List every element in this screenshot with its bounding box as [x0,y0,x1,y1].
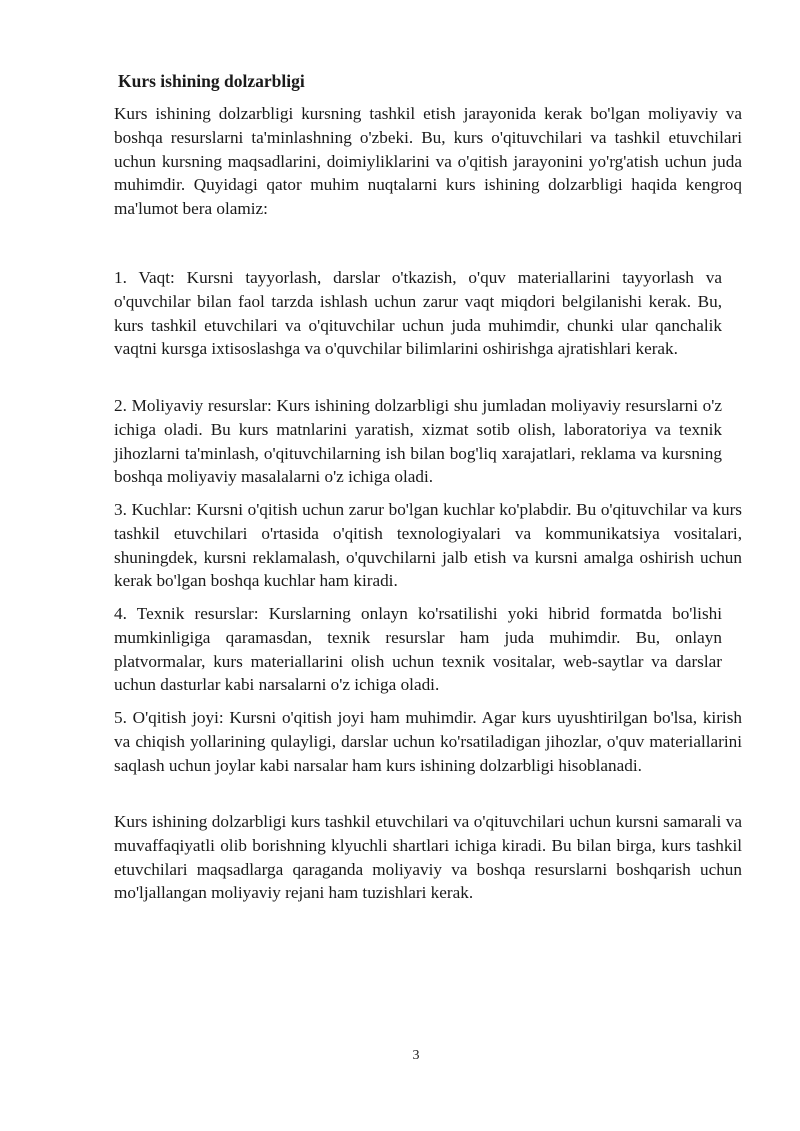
intro-paragraph: Kurs ishining dolzarbligi kursning tashkil etish jarayonida kerak bo'lgan moliyaviy va boshqa resurslarni ta'minlashning o'zbeki. Bu, kurs o'qituvchilari va tashkil etuvchilari uchun kursning maqsadlarini, doimiyliklarini va o'qitish jarayonini yo'rg'atish uchun juda muhimdir. Quyidagi qator muhim nuqtalarni kurs ishining dolzarbligi haqida kengroq ma'lumot bera olamiz: [114,104,742,219]
list-item-teaching-place: 5. O'qitish joyi: Kursni o'qitish joyi ham muhimdir. Agar kurs uyushtirilgan bo'lsa, kirish va chiqish yollarining qulayligi, darslar uchun ko'rsatiladigan jihozlar, o'quv materiallarini saqlash uchun joylar kabi narsalar ham kurs ishining dolzarbligi hisoblanadi. [114,708,742,775]
list-item-forces: 3. Kuchlar: Kursni o'qitish uchun zarur bo'lgan kuchlar ko'plabdir. Bu o'qituvchilar va kurs tashkil etuvchilari o'rtasida o'qitish texnologiyalari va kommunikatsiya vositalari, shuningdek, kursni reklamalash, o'quvchilarni jalb etish va kursni amalga oshirish uchun kerak bo'lgan boshqa kuchlar ham kiradi. [114,500,742,591]
list-item-time: 1. Vaqt: Kursni tayyorlash, darslar o'tkazish, o'quv materiallarini tayyorlash va o'quvchilar bilan faol tarzda ishlash uchun zarur vaqt miqdori belgilanishi kerak. Bu, kurs tashkil etuvchilari va o'qituvchilar uchun juda muhimdir, chunki ular qanchalik vaqtni kursga ixtisoslashga va o'quvchilar bilimlarini oshirishga ajratishlari kerak. [114,268,722,359]
conclusion-paragraph: Kurs ishining dolzarbligi kurs tashkil etuvchilari va o'qituvchilari uchun kursni samarali va muvaffaqiyatli olib borishning klyuchli shartlari ichiga kiradi. Bu bilan birga, kurs tashkil etuvchilari maqsadlarga qaraganda moliyaviy va boshqa resurslarni boshqarish uchun mo'ljallangan moliyaviy rejani ham tuzishlari kerak. [114,812,742,903]
list-item-financial-resources: 2. Moliyaviy resurslar: Kurs ishining dolzarbligi shu jumladan moliyaviy resurslarni o'z ichiga oladi. Bu kurs matnlarini yaratish, xizmat sotib olish, laboratoriya va texnik jihozlarni ta'minlash, o'qituvchilarning ish bilan bog'liq xarajatlari, reklama va kursning boshqa moliyaviy masalalarni o'z ichiga oladi. [114,396,722,487]
section-heading: Kurs ishining dolzarbligi [118,71,305,91]
list-item-technical-resources: 4. Texnik resurslar: Kurslarning onlayn ko'rsatilishi yoki hibrid formatda bo'lishi mumkinligiga qaramasdan, texnik resurslar ham juda muhimdir. Bu, onlayn platvormalar, kurs materiallarini olish uchun texnik vositalar, web-saytlar va darslar uchun dasturlar kabi narsalarni o'z ichiga oladi. [114,604,722,695]
page-number: 3 [412,1048,420,1063]
